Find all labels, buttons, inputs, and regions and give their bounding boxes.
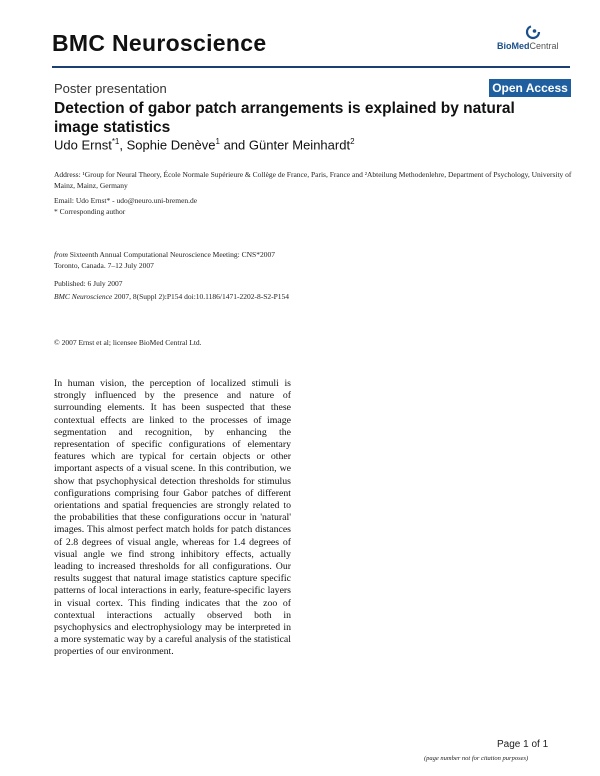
author-list [54, 137, 355, 152]
page-number: Page 1 of 1 [497, 739, 549, 750]
header-rule [52, 66, 570, 68]
biomed-central-logo[interactable] [497, 22, 569, 56]
logo-swirl-icon [497, 22, 569, 42]
citation-details[interactable]: 2007, 8(Suppl 2):P154 doi:10.1186/1471-2202-8-S2-P154 [112, 292, 290, 301]
author-email[interactable]: Email: Udo Ernst* - udo@neuro.uni-bremen.de [54, 196, 198, 205]
open-access-badge[interactable]: Open Access [489, 79, 571, 97]
author-affiliation: 2 [350, 137, 355, 146]
copyright-notice: © 2007 Ernst et al; licensee BioMed Central Ltd. [54, 338, 202, 347]
published-date: Published: 6 July 2007 [54, 279, 123, 288]
journal-title: BMC Neuroscience [52, 30, 267, 56]
from-prefix: from [54, 250, 68, 259]
author-affiliation: 1 [215, 137, 220, 146]
conference-location: Toronto, Canada. 7–12 July 2007 [54, 261, 154, 270]
author-name[interactable]: Günter Meinhardt [248, 137, 351, 153]
citation-journal: BMC Neuroscience [54, 292, 113, 301]
author-affiliation: *1 [111, 137, 120, 146]
author-name[interactable]: Sophie Denève [126, 137, 216, 153]
citation [54, 291, 289, 302]
logo-bio: BioMed [497, 41, 530, 51]
author-name[interactable]: Udo Ernst [54, 137, 112, 153]
author-separator: , [119, 137, 127, 153]
logo-central: Central [529, 41, 559, 51]
author-separator: and [219, 137, 249, 153]
corresponding-author-note: * Corresponding author [54, 207, 126, 216]
page-note: (page number not for citation purposes) [424, 755, 529, 762]
author-address: Address: ¹Group for Neural Theory, École Normale Supérieure & Collège de France, Paris, France and ²Abteilung Methodenlehre, Department of Psychology, University of Mainz, Mainz, Germany [54, 170, 572, 190]
abstract-body: In human vision, the perception of localized stimuli is strongly influenced by the presence and nature of surrounding elements. It has been suspected that these contextual effects are linked to the processes of image segmentation and recognition, by enhancing the representation of specific configurations of elementary features which are typical for certain objects or other important aspects of a visual scene. In this contribution, we show that psychophysical detection thresholds for stimulus configurations comprising four Gabor patches of different orientations and spatial frequencies are strongly related to the probabilities that these configurations occur in 'natural' images. This almost perfect match holds for patch distances of 2.8 degrees of visual angle, whereas for 1.4 degrees of visual angle we find strong inhibitory effects, actually leading to increased thresholds for all configurations. Our results suggest that natural image statistics capture specific patterns of local interactions in early, feature-specific layers in visual cortex. This finding indicates that the zoo of contextual interactions actually observed both in psychophysics and electrophysiology may be interpreted in a more systematic way by a careful analysis of the statistical properties of our environment. [54, 378, 291, 658]
conference-info [54, 249, 374, 271]
article-title: Detection of gabor patch arrangements is explained by natural image statistics [54, 100, 515, 136]
conference-name: Sixteenth Annual Computational Neuroscience Meeting: CNS*2007 [67, 250, 275, 259]
article-type: Poster presentation [54, 81, 167, 96]
